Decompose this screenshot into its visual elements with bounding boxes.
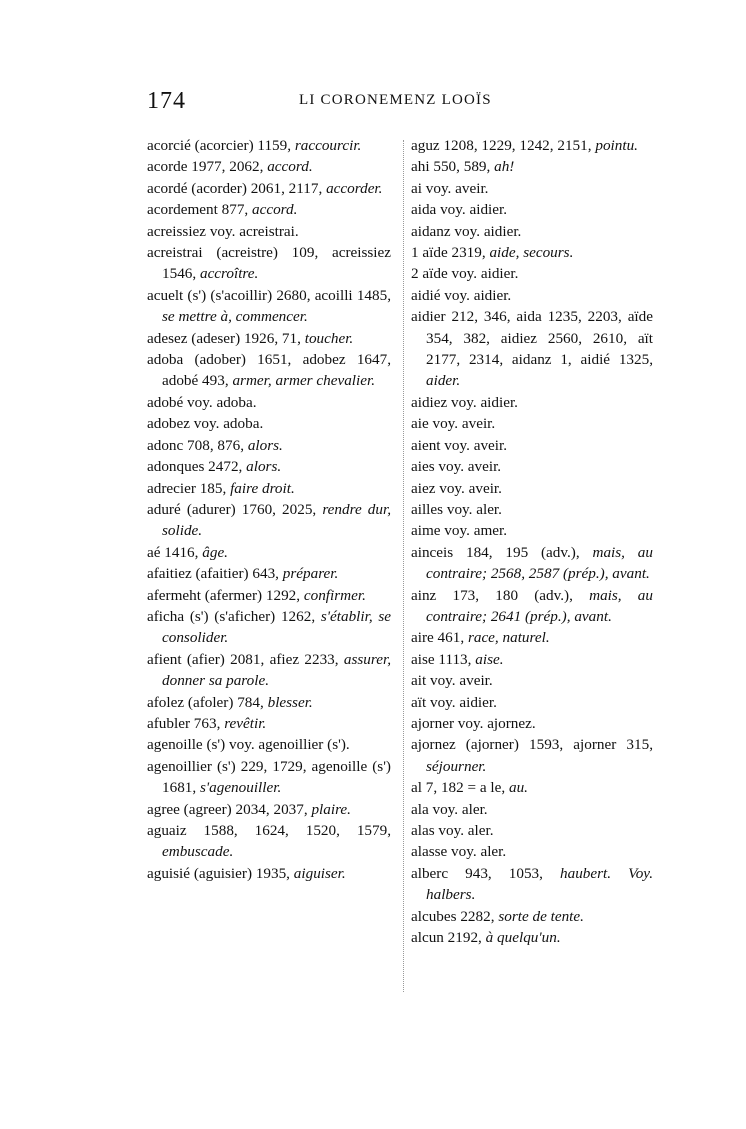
entry-headword: adonc 708, 876,: [147, 436, 245, 454]
entry-headword: al 7, 182 = a le,: [411, 779, 506, 797]
entry-gloss: accroître.: [199, 265, 259, 283]
entry-gloss: aise.: [475, 650, 504, 668]
running-head: LI CORONEMENZ LOOÏS: [299, 92, 492, 108]
entry-gloss: plaire.: [311, 800, 351, 818]
glossary-entry: [411, 478, 653, 499]
glossary-entry: [411, 242, 653, 263]
column-divider: [403, 140, 404, 992]
entry-headword: ait voy. aveir.: [411, 672, 493, 690]
entry-headword: afubler 763,: [147, 714, 221, 732]
entry-gloss: mais, au contraire; 2568, 2587 (prép.), avant.: [426, 543, 653, 583]
entry-headword: ajorner voy. ajornez.: [411, 714, 536, 732]
glossary-entry: [147, 392, 391, 413]
entry-gloss: toucher.: [304, 329, 354, 347]
entry-headword: afolez (afoler) 784,: [147, 693, 264, 711]
entry-headword: acorcié (acorcier) 1159,: [147, 137, 292, 154]
entry-headword: adobé voy. adoba.: [147, 393, 257, 411]
entry-gloss: aider.: [426, 372, 461, 390]
entry-gloss: accorder.: [326, 179, 383, 197]
glossary-entry: [411, 713, 653, 734]
entry-headword: aït voy. aidier.: [411, 693, 497, 711]
glossary-entry: [147, 199, 391, 220]
entry-headword: aguaiz 1588, 1624, 1520, 1579,: [147, 822, 391, 839]
entry-gloss: haubert. Voy. halbers.: [426, 864, 653, 904]
entry-headword: alas voy. aler.: [411, 822, 494, 839]
glossary-entry: [411, 499, 653, 520]
glossary-entry: [147, 585, 391, 606]
entry-gloss: armer, armer chevalier.: [232, 372, 376, 390]
entry-headword: aie voy. aveir.: [411, 415, 496, 433]
page-number: 174: [147, 88, 186, 114]
entry-gloss: accord.: [252, 201, 298, 219]
entry-headword: afient (afier) 2081, afiez 2233,: [147, 650, 339, 668]
entry-headword: 2 aïde voy. aidier.: [411, 265, 519, 283]
glossary-entry: [147, 799, 391, 820]
glossary-entry: [147, 713, 391, 734]
entry-gloss: aide, secours.: [489, 244, 574, 262]
glossary-entry: [411, 199, 653, 220]
glossary-entry: [147, 178, 391, 199]
glossary-column-right: [411, 135, 653, 948]
entry-headword: agenoille (s') voy. agenoillier (s').: [147, 736, 350, 754]
glossary-entry: [411, 520, 653, 541]
entry-headword: aidiez voy. aidier.: [411, 393, 518, 411]
entry-gloss: embuscade.: [162, 843, 234, 861]
entry-headword: aidier 212, 346, aida 1235, 2203, aïde 354, 382, aidiez 2560, 2610, aït 2177, 2314, aidanz 1, aidié 1325,: [411, 308, 653, 369]
glossary-entry: [147, 456, 391, 477]
glossary-entry: [411, 392, 653, 413]
entry-headword: ainceis 184, 195 (adv.),: [411, 543, 580, 561]
entry-gloss: faire droit.: [230, 479, 295, 497]
entry-gloss: à quelqu'un.: [485, 929, 561, 947]
entry-headword: aime voy. amer.: [411, 522, 508, 540]
glossary-entry: [411, 285, 653, 306]
entry-gloss: revêtir.: [224, 714, 267, 732]
entry-headword: acorde 1977, 2062,: [147, 158, 264, 176]
entry-gloss: sorte de tente.: [498, 907, 584, 925]
glossary-column-left: [147, 135, 391, 884]
glossary-entry: [411, 542, 653, 585]
glossary-entry: [147, 756, 391, 799]
entry-headword: aient voy. aveir.: [411, 436, 508, 454]
entry-gloss: préparer.: [282, 565, 339, 583]
glossary-entry: [147, 563, 391, 584]
entry-gloss: se mettre à, commencer.: [162, 308, 308, 326]
entry-gloss: s'agenouiller.: [199, 779, 282, 797]
entry-gloss: s'établir, se consolider.: [162, 607, 392, 647]
entry-headword: aise 1113,: [411, 650, 472, 668]
entry-headword: aies voy. aveir.: [411, 458, 502, 476]
glossary-entry: [411, 692, 653, 713]
entry-headword: acreissiez voy. acreistrai.: [147, 222, 299, 240]
glossary-entry: [411, 927, 653, 948]
glossary-entry: [147, 606, 391, 649]
glossary-entry: [147, 328, 391, 349]
entry-gloss: aiguiser.: [293, 864, 346, 882]
entry-headword: adesez (adeser) 1926, 71,: [147, 329, 301, 347]
glossary-entry: [411, 906, 653, 927]
glossary-entry: [411, 221, 653, 242]
glossary-entry: [411, 435, 653, 456]
glossary-entry: [411, 820, 653, 841]
entry-headword: aguisié (aguisier) 1935,: [147, 864, 290, 882]
glossary-entry: [147, 221, 391, 242]
glossary-entry: [411, 627, 653, 648]
glossary-entry: [147, 349, 391, 392]
entry-gloss: âge.: [202, 543, 228, 561]
glossary-entry: [147, 478, 391, 499]
glossary-entry: [147, 499, 391, 542]
entry-headword: aé 1416,: [147, 543, 199, 561]
glossary-entry: [147, 542, 391, 563]
entry-headword: aidanz voy. aidier.: [411, 222, 522, 240]
entry-gloss: séjourner.: [426, 757, 487, 775]
entry-headword: acuelt (s') (s'acoillir) 2680, acoilli 1485,: [147, 286, 391, 304]
entry-gloss: alors.: [246, 458, 282, 476]
entry-headword: aire 461,: [411, 629, 465, 647]
glossary-entry: [147, 435, 391, 456]
glossary-entry: [411, 670, 653, 691]
glossary-entry: [147, 734, 391, 755]
glossary-entry: [411, 456, 653, 477]
entry-gloss: rendre dur, solide.: [162, 500, 391, 540]
glossary-entry: [411, 135, 653, 156]
entry-gloss: race, naturel.: [467, 629, 550, 647]
entry-headword: 1 aïde 2319,: [411, 244, 486, 262]
glossary-entry: [411, 734, 653, 777]
entry-headword: aidié voy. aidier.: [411, 286, 512, 304]
entry-headword: ai voy. aveir.: [411, 179, 489, 197]
entry-headword: ajornez (ajorner) 1593, ajorner 315,: [411, 736, 653, 754]
entry-headword: acreistrai (acreistre) 109, acreissiez 1546,: [147, 244, 391, 283]
glossary-entry: [147, 820, 391, 863]
entry-headword: afermeht (afermer) 1292,: [147, 586, 301, 604]
entry-gloss: accord.: [267, 158, 313, 176]
glossary-entry: [147, 863, 391, 884]
entry-headword: acordé (acorder) 2061, 2117,: [147, 179, 323, 197]
glossary-entry: [411, 649, 653, 670]
entry-headword: ahi 550, 589,: [411, 158, 491, 176]
glossary-entry: [147, 649, 391, 692]
glossary-entry: [147, 285, 391, 328]
entry-gloss: pointu.: [595, 137, 638, 154]
entry-gloss: confirmer.: [303, 586, 366, 604]
entry-headword: ainz 173, 180 (adv.),: [411, 586, 573, 604]
entry-gloss: assurer, donner sa parole.: [162, 650, 391, 690]
entry-headword: alasse voy. aler.: [411, 843, 507, 861]
glossary-entry: [411, 777, 653, 798]
glossary-entry: [411, 306, 653, 392]
entry-headword: afaitiez (afaitier) 643,: [147, 565, 279, 583]
entry-headword: ailles voy. aler.: [411, 500, 502, 518]
entry-headword: alberc 943, 1053,: [411, 864, 543, 882]
glossary-entry: [147, 692, 391, 713]
glossary-entry: [411, 156, 653, 177]
entry-gloss: blesser.: [267, 693, 313, 711]
entry-headword: aiez voy. aveir.: [411, 479, 502, 497]
entry-headword: ala voy. aler.: [411, 800, 488, 818]
entry-headword: adrecier 185,: [147, 479, 227, 497]
entry-headword: adoba (adober) 1651, adobez 1647, adobé 493,: [147, 351, 391, 390]
entry-headword: aduré (adurer) 1760, 2025,: [147, 500, 317, 518]
entry-headword: agree (agreer) 2034, 2037,: [147, 800, 308, 818]
entry-gloss: ah!: [494, 158, 515, 176]
glossary-entry: [411, 799, 653, 820]
glossary-entry: [411, 178, 653, 199]
entry-headword: aficha (s') (s'aficher) 1262,: [147, 607, 316, 625]
glossary-entry: [411, 585, 653, 628]
entry-gloss: alors.: [247, 436, 283, 454]
entry-headword: agenoillier (s') 229, 1729, agenoille (s') 1681,: [147, 757, 391, 797]
glossary-entry: [411, 863, 653, 906]
entry-headword: alcun 2192,: [411, 929, 482, 947]
entry-headword: aida voy. aidier.: [411, 201, 508, 219]
entry-headword: acordement 877,: [147, 201, 249, 219]
glossary-entry: [147, 135, 391, 156]
glossary-entry: [411, 263, 653, 284]
glossary-entry: [411, 413, 653, 434]
entry-headword: adonques 2472,: [147, 458, 243, 476]
entry-gloss: mais, au contraire; 2641 (prép.), avant.: [426, 586, 653, 625]
entry-gloss: au.: [508, 779, 528, 797]
entry-headword: aguz 1208, 1229, 1242, 2151,: [411, 137, 592, 154]
glossary-entry: [147, 242, 391, 285]
glossary-entry: [411, 841, 653, 862]
glossary-entry: [147, 156, 391, 177]
entry-headword: alcubes 2282,: [411, 907, 495, 925]
entry-headword: adobez voy. adoba.: [147, 415, 264, 433]
entry-gloss: raccourcir.: [294, 137, 362, 154]
glossary-entry: [147, 413, 391, 434]
